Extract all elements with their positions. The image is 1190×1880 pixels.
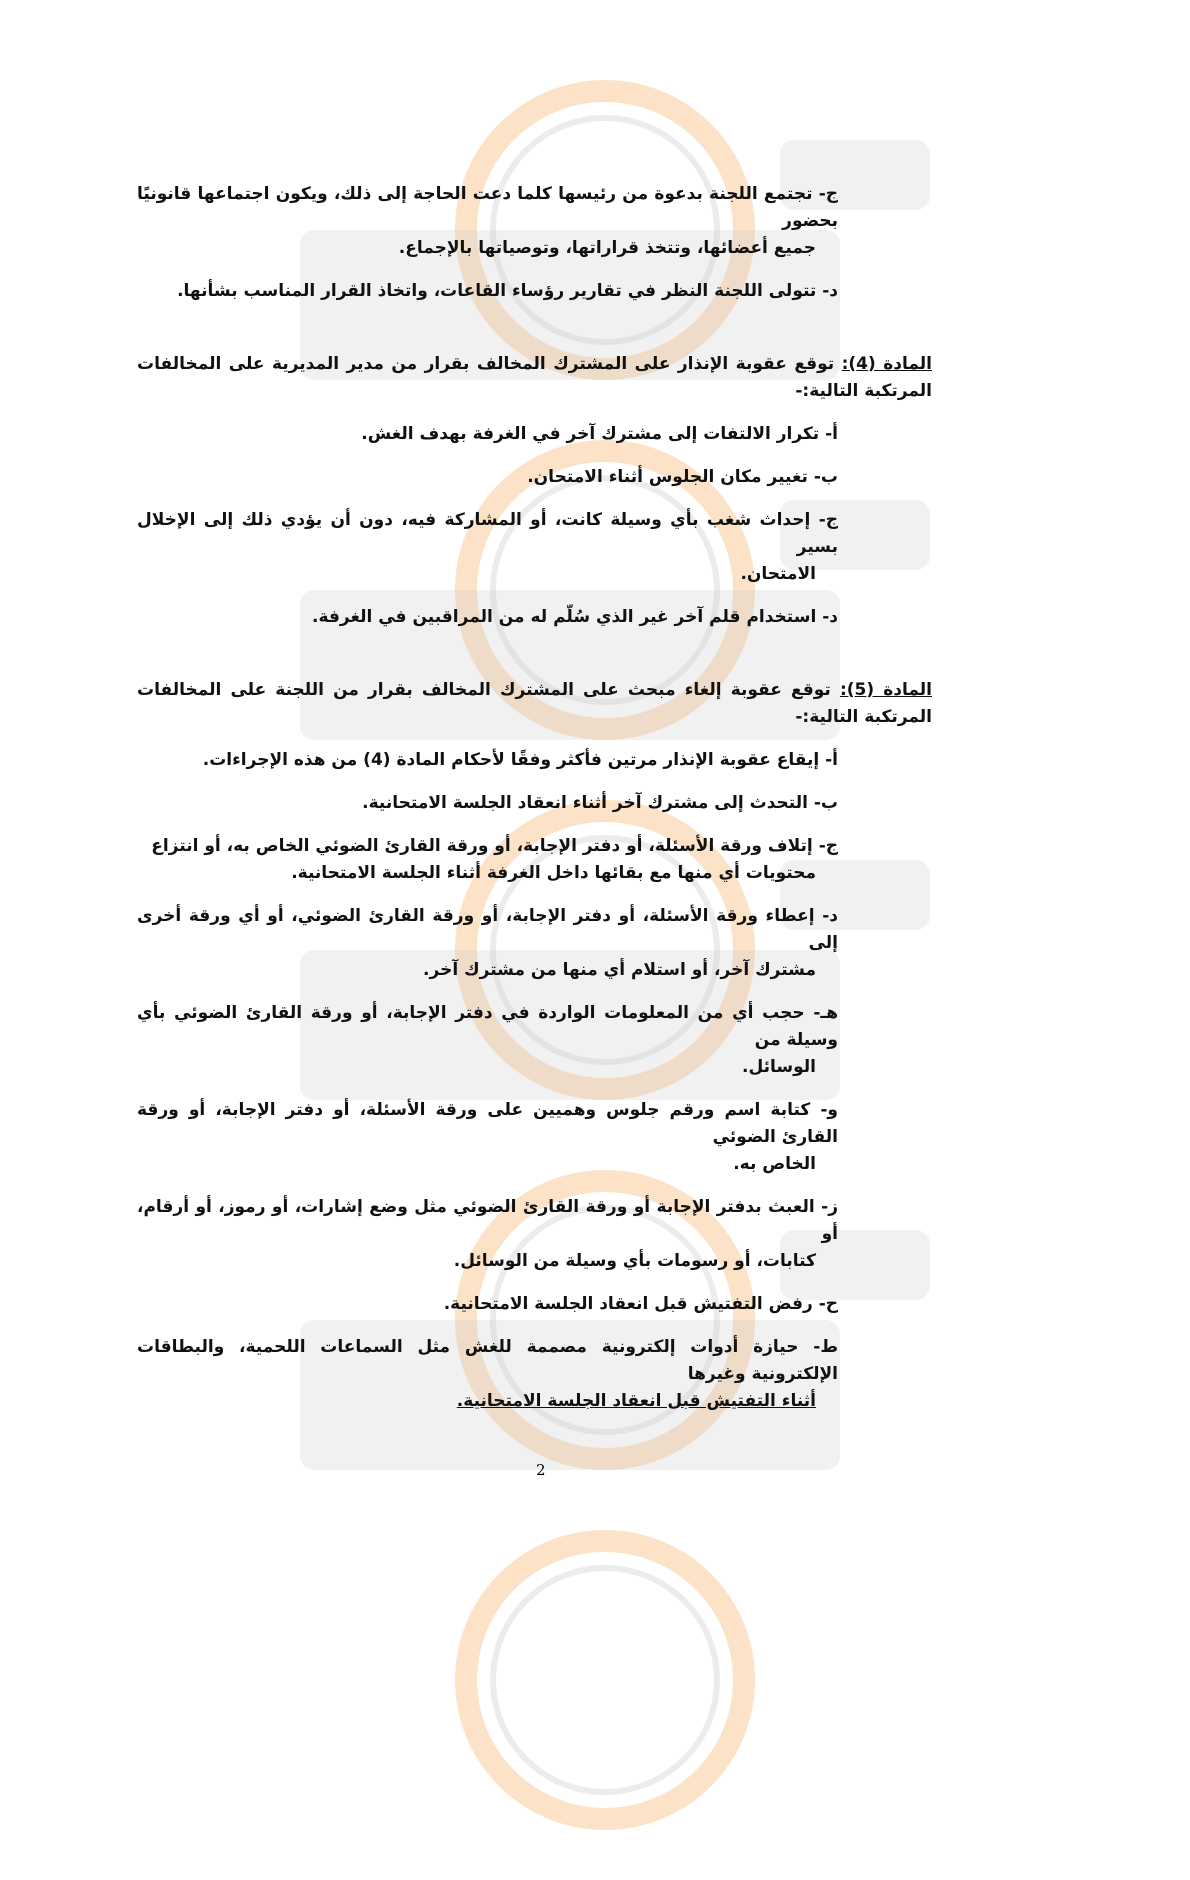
list-item: أ- تكرار الالتفات إلى مشترك آخر في الغرفة بهدف الغش. xyxy=(361,424,838,444)
list-item: ج- إحداث شغب بأي وسيلة كانت، أو المشاركة فيه، دون أن يؤدي ذلك إلى الإخلال بسير الامتحان. xyxy=(137,510,839,584)
list-item: د- استخدام قلم آخر غير الذي سُلّم له من المراقبين في الغرفة. xyxy=(312,607,838,627)
article-5-heading: المادة (5): توقع عقوبة إلغاء مبحث على المشترك المخالف بقرار من اللجنة على المخالفات المرتكبة التالية:- xyxy=(137,680,932,727)
list-item: ب- تغيير مكان الجلوس أثناء الامتحان. xyxy=(527,467,838,487)
list-item: د- إعطاء ورقة الأسئلة، أو دفتر الإجابة، أو ورقة القارئ الضوئي، أو أي ورقة أخرى إلى مشترك آخر، أو استلام أي منها من مشترك آخر. xyxy=(137,906,839,980)
watermark-logo xyxy=(0,1510,1190,1880)
list-item: ب- التحدث إلى مشترك آخر أثناء انعقاد الجلسة الامتحانية. xyxy=(362,793,838,813)
list-item: ح- رفض التفتيش قبل انعقاد الجلسة الامتحانية. xyxy=(443,1294,838,1314)
document-body xyxy=(137,181,932,1431)
list-item: هـ- حجب أي من المعلومات الواردة في دفتر الإجابة، أو ورقة القارئ الضوئي بأي وسيلة من الوسائل. xyxy=(137,1003,838,1077)
page-number: 2 xyxy=(536,1461,546,1479)
list-item: ج- إتلاف ورقة الأسئلة، أو دفتر الإجابة، أو ورقة القارئ الضوئي الخاص به، أو انتزاع محتويات أي منها مع بقائها داخل الغرفة أثناء الجلسة الامتحانية. xyxy=(151,836,838,883)
list-item: ج- تجتمع اللجنة بدعوة من رئيسها كلما دعت الحاجة إلى ذلك، ويكون اجتماعها قانونيًا بحضور جميع أعضائها، وتتخذ قراراتها، وتوصياتها بالإجماع. xyxy=(137,184,839,258)
list-item: أ- إيقاع عقوبة الإنذار مرتين فأكثر وفقًا لأحكام المادة (4) من هذه الإجراءات. xyxy=(202,750,838,770)
article-4-heading: المادة (4): توقع عقوبة الإنذار على المشترك المخالف بقرار من مدير المديرية على المخالفات المرتكبة التالية:- xyxy=(137,354,932,401)
list-item: د- تتولى اللجنة النظر في تقارير رؤساء القاعات، واتخاذ القرار المناسب بشأنها. xyxy=(177,281,838,301)
list-item: ز- العبث بدفتر الإجابة أو ورقة القارئ الضوئي مثل وضع إشارات، أو رموز، أو أرقام، أو كتابات، أو رسومات بأي وسيلة من الوسائل. xyxy=(137,1197,839,1271)
list-item: و- كتابة اسم ورقم جلوس وهميين على ورقة الأسئلة، أو دفتر الإجابة، أو ورقة القارئ الضوئي الخاص به. xyxy=(137,1100,838,1174)
list-item: ط- حيازة أدوات إلكترونية مصممة للغش مثل السماعات اللحمية، والبطاقات الإلكترونية وغيرها أثناء التفتيش قبل انعقاد الجلسة الامتحانية. xyxy=(137,1337,839,1411)
